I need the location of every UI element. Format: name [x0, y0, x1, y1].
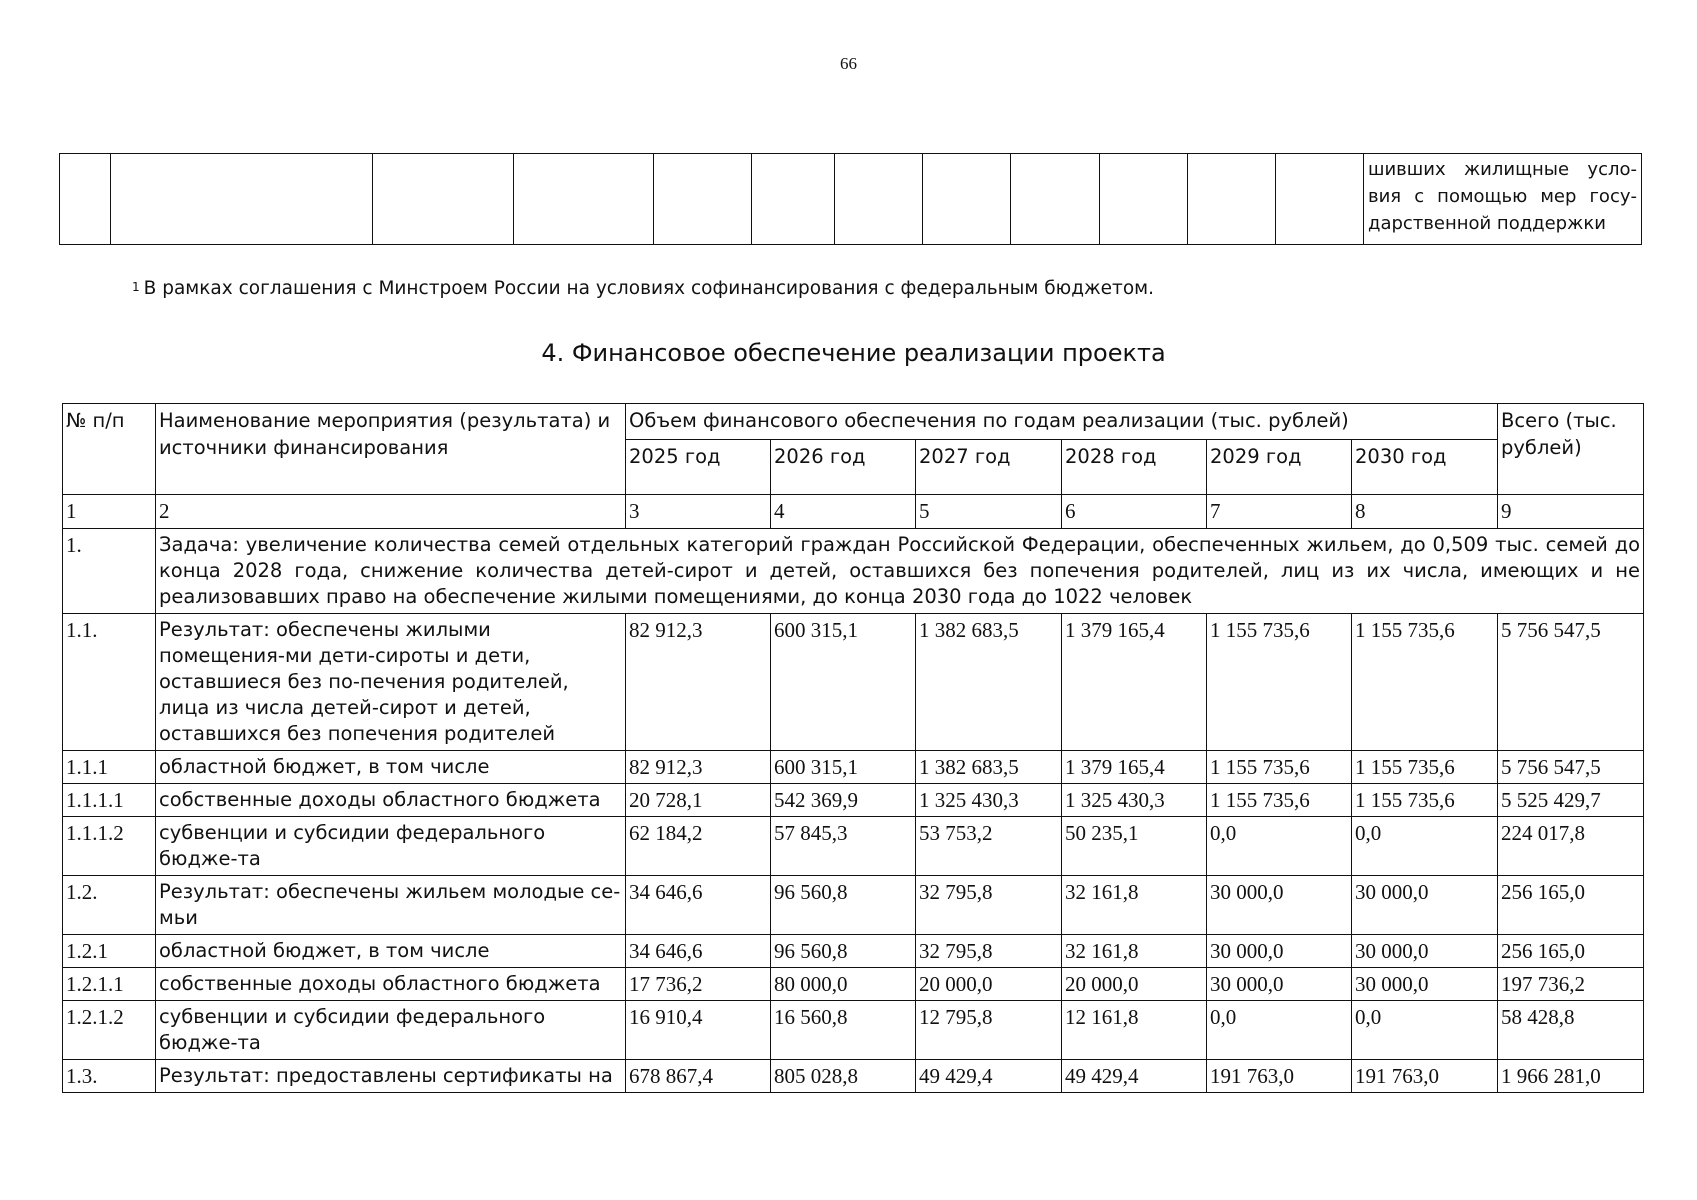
- footnote-marker: 1: [132, 280, 140, 294]
- row-year-value: 53 753,2: [916, 817, 1062, 876]
- row-year-value: 82 912,3: [626, 751, 771, 784]
- row-name: областной бюджет, в том числе: [156, 935, 626, 968]
- empty-cell: [835, 154, 923, 245]
- row-total-value: 5 756 547,5: [1498, 614, 1644, 751]
- footnote: [132, 278, 1154, 299]
- header-total: Всего (тыс. рублей): [1498, 404, 1644, 495]
- column-number: 2: [156, 495, 626, 529]
- row-year-value: 0,0: [1352, 817, 1498, 876]
- row-year-value: 30 000,0: [1207, 876, 1352, 935]
- row-year-value: 32 795,8: [916, 876, 1062, 935]
- column-numbers-row: [63, 495, 1644, 529]
- row-year-value: 30 000,0: [1207, 935, 1352, 968]
- table-row: [63, 614, 1644, 751]
- empty-cell: [1011, 154, 1100, 245]
- row-year-value: 600 315,1: [771, 614, 916, 751]
- row-year-value: 49 429,4: [1062, 1060, 1207, 1093]
- empty-cell: [60, 154, 111, 245]
- row-name: собственные доходы областного бюджета: [156, 968, 626, 1001]
- header-year: 2025 год: [626, 440, 771, 495]
- table-row: [63, 935, 1644, 968]
- column-number: 3: [626, 495, 771, 529]
- row-total-value: 58 428,8: [1498, 1001, 1644, 1060]
- row-year-value: 1 379 165,4: [1062, 751, 1207, 784]
- section-title: 4. Финансовое обеспечение реализации проекта: [541, 339, 1166, 367]
- row-year-value: 600 315,1: [771, 751, 916, 784]
- continued-table-fragment: [59, 153, 1642, 245]
- row-year-value: 1 155 735,6: [1352, 784, 1498, 817]
- row-year-value: 62 184,2: [626, 817, 771, 876]
- column-number: 6: [1062, 495, 1207, 529]
- row-name: собственные доходы областного бюджета: [156, 784, 626, 817]
- row-year-value: 49 429,4: [916, 1060, 1062, 1093]
- empty-cell: [1276, 154, 1364, 245]
- footnote-text: В рамках соглашения с Минстроем России на условиях софинансирования с федеральным бюджетом.: [143, 278, 1154, 299]
- row-total-value: 5 756 547,5: [1498, 751, 1644, 784]
- row-year-value: 30 000,0: [1352, 935, 1498, 968]
- fragment-line: дарственной поддержки: [1368, 213, 1606, 234]
- column-number: 5: [916, 495, 1062, 529]
- row-year-value: 191 763,0: [1207, 1060, 1352, 1093]
- empty-cell: [923, 154, 1011, 245]
- fragment-line: шивших жилищные усло-: [1368, 159, 1637, 180]
- header-row: [63, 404, 1644, 440]
- row-total-value: 256 165,0: [1498, 876, 1644, 935]
- row-number: 1.1.1.2: [63, 817, 156, 876]
- column-number: 7: [1207, 495, 1352, 529]
- row-number: 1.1.1.1: [63, 784, 156, 817]
- data-rows: [63, 614, 1644, 1093]
- row-number: 1.2.: [63, 876, 156, 935]
- row-year-value: 1 382 683,5: [916, 751, 1062, 784]
- empty-cell: [373, 154, 514, 245]
- row-year-value: 1 379 165,4: [1062, 614, 1207, 751]
- column-number: 9: [1498, 495, 1644, 529]
- header-num: № п/п: [63, 404, 156, 495]
- row-year-value: 1 155 735,6: [1207, 751, 1352, 784]
- empty-cell: [1188, 154, 1276, 245]
- column-number: 4: [771, 495, 916, 529]
- row-year-value: 30 000,0: [1352, 876, 1498, 935]
- table-row: [63, 784, 1644, 817]
- column-number: 1: [63, 495, 156, 529]
- row-year-value: 50 235,1: [1062, 817, 1207, 876]
- empty-cell: [654, 154, 752, 245]
- row-total-value: 5 525 429,7: [1498, 784, 1644, 817]
- row-year-value: 542 369,9: [771, 784, 916, 817]
- empty-cell: [514, 154, 654, 245]
- row-year-value: 12 795,8: [916, 1001, 1062, 1060]
- row-year-value: 34 646,6: [626, 935, 771, 968]
- row-year-value: 16 910,4: [626, 1001, 771, 1060]
- row-number: 1.1.1: [63, 751, 156, 784]
- row-number: 1.2.1: [63, 935, 156, 968]
- row-year-value: 1 155 735,6: [1207, 614, 1352, 751]
- row-name: субвенции и субсидии федерального бюдже-та: [156, 1001, 626, 1060]
- row-year-value: 57 845,3: [771, 817, 916, 876]
- header-year: 2029 год: [1207, 440, 1352, 495]
- row-year-value: 17 736,2: [626, 968, 771, 1001]
- page-number: 66: [840, 54, 857, 73]
- row-name: областной бюджет, в том числе: [156, 751, 626, 784]
- header-year: 2027 год: [916, 440, 1062, 495]
- row-year-value: 1 325 430,3: [1062, 784, 1207, 817]
- table-row: [63, 1001, 1644, 1060]
- table-row: [63, 817, 1644, 876]
- empty-cell: [1100, 154, 1188, 245]
- row-year-value: 1 155 735,6: [1352, 751, 1498, 784]
- row-year-value: 191 763,0: [1352, 1060, 1498, 1093]
- row-year-value: 32 161,8: [1062, 876, 1207, 935]
- row-year-value: 20 728,1: [626, 784, 771, 817]
- fragment-line: вия с помощью мер госу-: [1368, 186, 1637, 207]
- row-year-value: 32 161,8: [1062, 935, 1207, 968]
- header-name: Наименование мероприятия (результата) и источники финансирования: [156, 404, 626, 495]
- header-year: 2026 год: [771, 440, 916, 495]
- task-text: Задача: увеличение количества семей отдельных категорий граждан Российской Федерации, обеспеченных жильем, до 0,509 тыс. семей до конца 2028 года, снижение количества детей-сирот и детей, оставшихся без попечения родителей, лиц из их числа, имеющих и не реализовавших право на обеспечение жилыми помещениями, до конца 2030 года до 1022 человек: [156, 529, 1644, 614]
- row-year-value: 20 000,0: [1062, 968, 1207, 1001]
- row-year-value: 30 000,0: [1352, 968, 1498, 1001]
- row-year-value: 1 382 683,5: [916, 614, 1062, 751]
- row-name: Результат: обеспечены жильем молодые се-мьи: [156, 876, 626, 935]
- task-number: 1.: [63, 529, 156, 614]
- header-year: 2028 год: [1062, 440, 1207, 495]
- row-year-value: 80 000,0: [771, 968, 916, 1001]
- row-name: Результат: предоставлены сертификаты на: [156, 1060, 626, 1093]
- row-year-value: 805 028,8: [771, 1060, 916, 1093]
- row-year-value: 20 000,0: [916, 968, 1062, 1001]
- row-name: Результат: обеспечены жилыми помещения-ми дети-сироты и дети, оставшиеся без по-печения родителей, лица из числа детей-сирот и детей, оставшихся без попечения родителей: [156, 614, 626, 751]
- task-row: [63, 529, 1644, 614]
- header-volume: Объем финансового обеспечения по годам реализации (тыс. рублей): [626, 404, 1498, 440]
- row-year-value: 34 646,6: [626, 876, 771, 935]
- row-year-value: 12 161,8: [1062, 1001, 1207, 1060]
- row-name: субвенции и субсидии федерального бюдже-та: [156, 817, 626, 876]
- table-row: [63, 1060, 1644, 1093]
- row-year-value: 32 795,8: [916, 935, 1062, 968]
- row-number: 1.2.1.1: [63, 968, 156, 1001]
- row-total-value: 1 966 281,0: [1498, 1060, 1644, 1093]
- row-year-value: 96 560,8: [771, 935, 916, 968]
- row-number: 1.3.: [63, 1060, 156, 1093]
- row-total-value: 224 017,8: [1498, 817, 1644, 876]
- row-number: 1.1.: [63, 614, 156, 751]
- financing-table: [62, 403, 1644, 1093]
- table-row: [63, 968, 1644, 1001]
- empty-cell: [752, 154, 835, 245]
- row-total-value: 197 736,2: [1498, 968, 1644, 1001]
- fragment-row: [60, 154, 1642, 245]
- row-year-value: 0,0: [1207, 1001, 1352, 1060]
- row-year-value: 16 560,8: [771, 1001, 916, 1060]
- row-year-value: 0,0: [1352, 1001, 1498, 1060]
- table-row: [63, 876, 1644, 935]
- row-year-value: 30 000,0: [1207, 968, 1352, 1001]
- row-year-value: 678 867,4: [626, 1060, 771, 1093]
- empty-cell: [111, 154, 373, 245]
- fragment-text-cell: [1364, 154, 1642, 245]
- row-total-value: 256 165,0: [1498, 935, 1644, 968]
- row-year-value: 1 325 430,3: [916, 784, 1062, 817]
- row-year-value: 1 155 735,6: [1207, 784, 1352, 817]
- column-number: 8: [1352, 495, 1498, 529]
- row-number: 1.2.1.2: [63, 1001, 156, 1060]
- row-year-value: 96 560,8: [771, 876, 916, 935]
- row-year-value: 1 155 735,6: [1352, 614, 1498, 751]
- row-year-value: 82 912,3: [626, 614, 771, 751]
- row-year-value: 0,0: [1207, 817, 1352, 876]
- header-year: 2030 год: [1352, 440, 1498, 495]
- table-row: [63, 751, 1644, 784]
